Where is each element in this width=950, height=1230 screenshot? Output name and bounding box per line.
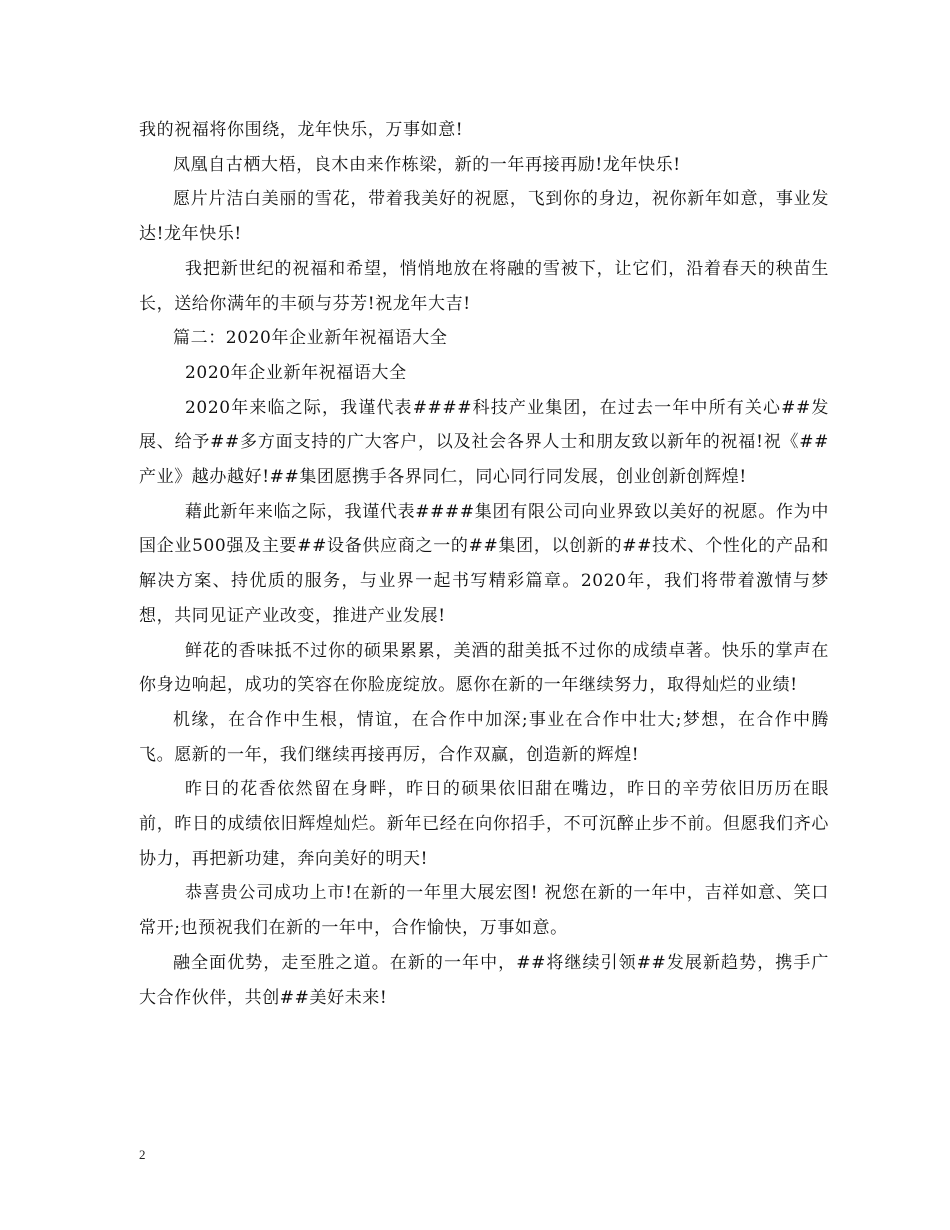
paragraph-body: 昨日的花香依然留在身畔，昨日的硕果依旧甜在嘴边，昨日的辛劳依旧历历在眼前，昨日的成绩依旧辉煌灿烂。新年已经在向你招手，不可沉醉止步不前。但愿我们齐心协力，再把新功建，奔向美好的明天! xyxy=(139,779,829,869)
page-number: 2 xyxy=(139,1147,146,1162)
paragraph-body: 机缘，在合作中生根，情谊，在合作中加深;事业在合作中壮大;梦想，在合作中腾飞。愿新的一年，我们继续再接再厉，合作双赢，创造新的辉煌! xyxy=(139,709,829,765)
paragraph-body: 2020年来临之际，我谨代表####科技产业集团，在过去一年中所有关心##发展、给予##多方面支持的广大客户，以及社会各界人士和朋友致以新年的祝福!祝《##产业》越办越好!##集团愿携手各界同仁，同心同行同发展，创业创新创辉煌! xyxy=(139,397,829,488)
article-title: 2020年企业新年祝福语大全 xyxy=(185,362,407,383)
paragraph-greeting: 愿片片洁白美丽的雪花，带着我美好的祝愿，飞到你的身边，祝你新年如意，事业发达!龙年快乐! xyxy=(139,189,829,245)
section-heading: 篇二：2020年企业新年祝福语大全 xyxy=(173,328,448,349)
paragraph-body: 恭喜贵公司成功上市!在新的一年里大展宏图! 祝您在新的一年中，吉祥如意、笑口常开;也预祝我们在新的一年中，合作愉快，万事如意。 xyxy=(139,883,829,939)
paragraph-greeting: 凤凰自古栖大梧，良木由来作栋梁，新的一年再接再励!龙年快乐! xyxy=(173,154,681,175)
paragraph-body: 鲜花的香味抵不过你的硕果累累，美酒的甜美抵不过你的成绩卓著。快乐的掌声在你身边响起，成功的笑容在你脸庞绽放。愿你在新的一年继续努力，取得灿烂的业绩! xyxy=(139,640,829,696)
paragraph-greeting: 我把新世纪的祝福和希望，悄悄地放在将融的雪被下，让它们，沿着春天的秧苗生长，送给你满年的丰硕与芬芳!祝龙年大吉! xyxy=(139,258,829,314)
paragraph-continuation: 我的祝福将你围绕，龙年快乐，万事如意! xyxy=(139,120,464,140)
paragraph-body: 融全面优势，走至胜之道。在新的一年中，##将继续引领##发展新趋势，携手广大合作伙伴，共创##美好未来! xyxy=(139,952,829,1008)
paragraph-body: 藉此新年来临之际，我谨代表####集团有限公司向业界致以美好的祝愿。作为中国企业500强及主要##设备供应商之一的##集团，以创新的##技术、个性化的产品和解决方案、持优质的服务，与业界一起书写精彩篇章。2020年，我们将带着激情与梦想，共同见证产业改变，推进产业发展! xyxy=(139,501,829,626)
document-body xyxy=(139,113,829,1015)
